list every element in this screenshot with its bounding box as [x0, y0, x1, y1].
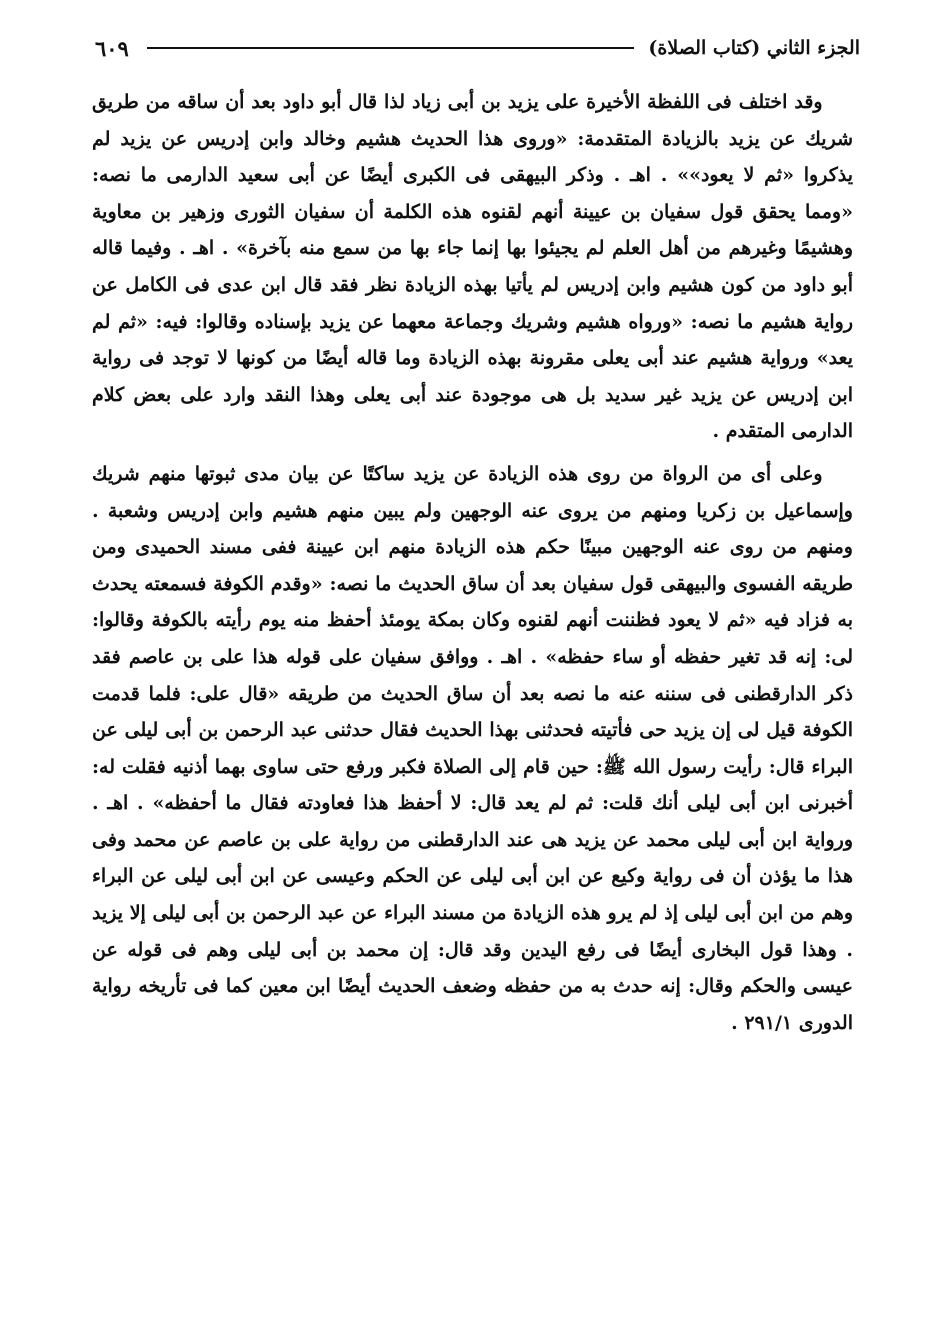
paragraph-1: وقد اختلف فى اللفظة الأخيرة على يزيد بن أبى زياد لذا قال أبو داود بعد أن ساقه من طريق شريك عن يزيد بالزيادة المتقدمة: «وروى هذا الحديث هشيم وخالد وابن إدريس عن يزيد لم يذكروا «ثم لا يعود»» . اهـ . وذكر البيهقى فى الكبرى أيضًا عن أبى سعيد الدارمى ما نصه: «ومما يحقق قول سفيان بن عيينة أنهم لقنوه هذه الكلمة أن سفيان الثورى وزهير بن معاوية وهشيمًا وغيرهم من أهل العلم لم يجيئوا بها إنما جاء بها من سمع منه بآخرة» . اهـ . وفيما قاله أبو داود من كون هشيم وابن إدريس لم يأتيا بهذه الزيادة نظر فقد قال ابن عدى فى الكامل عن رواية هشيم ما نصه: «ورواه هشيم وشريك وجماعة معهما عن يزيد بإسناده وقالوا: فيه: «ثم لم يعد» ورواية هشيم عند أبى يعلى مقرونة بهذه الزيادة وما قاله أيضًا من كونها لا توجد فى رواية ابن إدريس عن يزيد غير سديد بل هى موجودة عند أبى يعلى وهذا النقد وارد على بعض كلام الدارمى المتقدم .	[92, 91, 853, 443]
page-header	[95, 30, 860, 66]
paragraph-2: وعلى أى من الرواة من روى هذه الزيادة عن يزيد ساكتًا عن بيان مدى ثبوتها منهم شريك وإسماعيل بن زكريا ومنهم من يروى عنه الوجهين ولم يبين منهم هشيم وابن إدريس وشعبة . ومنهم من روى عنه الوجهين مبينًا حكم هذه الزيادة منهم ابن عيينة ففى مسند الحميدى ومن طريقه الفسوى والبيهقى قول سفيان بعد أن ساق الحديث ما نصه: «وقدم الكوفة فسمعته يحدث به فزاد فيه «ثم لا يعود فظننت أنهم لقنوه وكان بمكة يومئذ أحفظ منه يوم رأيته بالكوفة وقالوا: لى: إنه قد تغير حفظه أو ساء حفظه» . اهـ . ووافق سفيان على قوله هذا على بن عاصم فقد ذكر الدارقطنى فى سننه عنه ما نصه بعد أن ساق الحديث من طريقه «قال على: فلما قدمت الكوفة قيل لى إن يزيد حى فأتيته فحدثنى بهذا الحديث فقال حدثنى عبد الرحمن بن أبى ليلى عن البراء قال: رأيت رسول الله ﷺ: حين قام إلى الصلاة فكبر ورفع حتى ساوى بهما أذنيه فقلت له: أخبرنى ابن أبى ليلى أنك قلت: ثم لم يعد قال: لا أحفظ هذا فعاودته فقال ما أحفظه» . اهـ . ورواية ابن أبى ليلى محمد عن يزيد هى عند الدارقطنى من رواية على بن عاصم عن محمد وفى هذا ما يؤذن أن فى رواية وكيع عن ابن أبى ليلى عن الحكم وعيسى عن ابن أبى ليلى عن البراء وهم من ابن أبى ليلى إذ لم يرو هذه الزيادة من مسند البراء عن عبد الرحمن بن أبى ليلى إلا يزيد . وهذا قول البخارى أيضًا فى رفع اليدين وقد قال: إن محمد بن أبى ليلى وهم فى قوله عن عيسى والحكم وقال: إنه حدث به من حفظه وضعف الحديث أيضًا ابن معين كما فى تأريخه رواية الدورى ٢٩١/١ .	[92, 462, 854, 1034]
body-text	[92, 84, 853, 1041]
running-title: الجزء الثاني (كتاب الصلاة)	[648, 37, 860, 59]
header-rule	[147, 47, 635, 49]
page-number: ٦٠٩	[95, 35, 129, 61]
